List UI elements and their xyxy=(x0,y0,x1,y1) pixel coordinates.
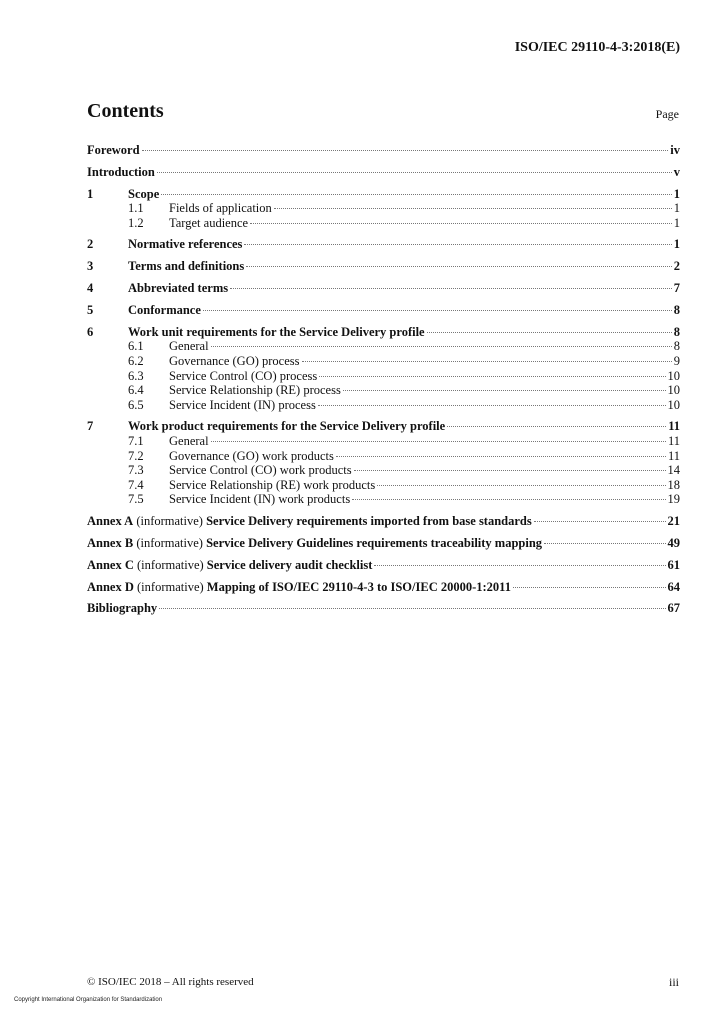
entry-title: Service Control (CO) process xyxy=(169,369,318,383)
section-number: 7 xyxy=(87,419,94,433)
leader-dots xyxy=(203,310,672,311)
leader-dots xyxy=(544,543,665,544)
section-number: 7.2 xyxy=(128,449,144,463)
leader-dots xyxy=(274,208,672,209)
leader-dots xyxy=(244,244,671,245)
toc-entry[interactable] xyxy=(87,463,680,478)
entry-page: 8 xyxy=(673,325,680,339)
entry-title: Service Incident (IN) work products xyxy=(169,492,351,506)
toc-entry[interactable] xyxy=(87,187,680,202)
leader-dots xyxy=(513,587,666,588)
leader-dots xyxy=(336,456,666,457)
leader-dots xyxy=(250,223,672,224)
section-number: 5 xyxy=(87,303,94,317)
entry-title: Work product requirements for the Service Delivery profile xyxy=(128,419,446,433)
copyright-watermark: Copyright International Organization for Standardization xyxy=(14,997,163,1003)
leader-dots xyxy=(157,172,672,173)
document-id-header: ISO/IEC 29110-4-3:2018(E) xyxy=(514,40,680,55)
section-number: 6.1 xyxy=(128,339,144,353)
entry-page: 9 xyxy=(673,354,680,368)
entry-title: Scope xyxy=(128,187,160,201)
toc-entry[interactable] xyxy=(87,492,680,507)
entry-page: 21 xyxy=(667,514,680,528)
section-number: 7.3 xyxy=(128,463,144,477)
annex-note: (informative) xyxy=(136,536,203,550)
entry-page: 64 xyxy=(667,580,680,594)
leader-dots xyxy=(161,194,672,195)
leader-dots xyxy=(377,485,665,486)
entry-title: Service Relationship (RE) work products xyxy=(169,478,376,492)
toc-entry[interactable] xyxy=(87,558,680,573)
entry-title: Service Incident (IN) process xyxy=(169,398,316,412)
leader-dots xyxy=(211,346,672,347)
leader-dots xyxy=(302,361,672,362)
entry-title: Service Delivery requirements imported from base standards xyxy=(206,514,532,528)
entry-title: Service Relationship (RE) process xyxy=(169,383,341,397)
annex-label: Annex D xyxy=(87,580,134,594)
section-number: 4 xyxy=(87,281,94,295)
toc-entry[interactable] xyxy=(87,237,680,252)
entry-page: 18 xyxy=(667,478,680,492)
entry-page: 7 xyxy=(673,281,680,295)
entry-page: 61 xyxy=(667,558,680,572)
annex-note: (informative) xyxy=(137,558,204,572)
entry-title: Foreword xyxy=(87,143,140,157)
toc-entry[interactable] xyxy=(87,434,680,449)
toc-entry[interactable] xyxy=(87,383,680,398)
section-number: 6.3 xyxy=(128,369,144,383)
annex-note: (informative) xyxy=(136,514,203,528)
entry-page: 1 xyxy=(673,237,680,251)
page-column-label: Page xyxy=(655,107,679,121)
section-number: 3 xyxy=(87,259,94,273)
entry-page: 8 xyxy=(673,303,680,317)
toc-entry[interactable] xyxy=(87,216,680,231)
leader-dots xyxy=(447,426,666,427)
toc-entry[interactable] xyxy=(87,339,680,354)
entry-page: 1 xyxy=(673,187,680,201)
entry-title: Normative references xyxy=(128,237,243,251)
toc-entry[interactable] xyxy=(87,580,680,595)
section-number: 7.5 xyxy=(128,492,144,506)
toc-entry[interactable] xyxy=(87,165,680,180)
section-number: 6.2 xyxy=(128,354,144,368)
entry-page: 11 xyxy=(668,419,680,433)
section-number: 1.1 xyxy=(128,201,144,215)
entry-title: Abbreviated terms xyxy=(128,281,229,295)
entry-title: Fields of application xyxy=(169,201,272,215)
annex-label: Annex A xyxy=(87,514,134,528)
footer-page-number: iii xyxy=(668,975,679,989)
annex-note: (informative) xyxy=(137,580,204,594)
entry-title: Service Delivery Guidelines requirements traceability mapping xyxy=(206,536,543,550)
leader-dots xyxy=(534,521,666,522)
entry-page: 11 xyxy=(667,449,680,463)
leader-dots xyxy=(343,390,666,391)
toc-entry[interactable] xyxy=(87,536,680,551)
entry-page: 11 xyxy=(667,434,680,448)
entry-page: 19 xyxy=(667,492,680,506)
entry-title: Work unit requirements for the Service Delivery profile xyxy=(128,325,425,339)
entry-title: Terms and definitions xyxy=(128,259,245,273)
leader-dots xyxy=(352,499,665,500)
entry-title: Conformance xyxy=(128,303,201,317)
leader-dots xyxy=(142,150,669,151)
toc-entry[interactable] xyxy=(87,419,680,434)
toc-entry[interactable] xyxy=(87,369,680,384)
entry-title: General xyxy=(169,434,209,448)
toc-entry[interactable] xyxy=(87,259,680,274)
entry-title: Mapping of ISO/IEC 29110-4-3 to ISO/IEC 20000-1:2011 xyxy=(206,580,511,594)
entry-page: 49 xyxy=(667,536,680,550)
entry-page: v xyxy=(673,165,680,179)
toc-entry[interactable] xyxy=(87,449,680,464)
entry-title: General xyxy=(169,339,209,353)
annex-label: Annex B xyxy=(87,536,134,550)
entry-title: Governance (GO) process xyxy=(169,354,300,368)
section-number: 6 xyxy=(87,325,94,339)
entry-page: 10 xyxy=(667,383,680,397)
section-number: 2 xyxy=(87,237,94,251)
leader-dots xyxy=(319,376,665,377)
entry-title: Service delivery audit checklist xyxy=(206,558,373,572)
annex-label: Annex C xyxy=(87,558,134,572)
section-number: 7.1 xyxy=(128,434,144,448)
toc-entry[interactable] xyxy=(87,201,680,216)
toc-entry[interactable] xyxy=(87,514,680,529)
leader-dots xyxy=(354,470,666,471)
entry-page: 8 xyxy=(673,339,680,353)
leader-dots xyxy=(159,608,665,609)
leader-dots xyxy=(246,266,672,267)
section-number: 1 xyxy=(87,187,94,201)
leader-dots xyxy=(374,565,665,566)
entry-title: Introduction xyxy=(87,165,155,179)
entry-page: 1 xyxy=(673,201,680,215)
leader-dots xyxy=(211,441,666,442)
section-number: 6.5 xyxy=(128,398,144,412)
leader-dots xyxy=(318,405,666,406)
leader-dots xyxy=(427,332,672,333)
toc-entry[interactable] xyxy=(87,398,680,413)
section-number: 1.2 xyxy=(128,216,144,230)
footer-copyright: © ISO/IEC 2018 – All rights reserved xyxy=(87,976,254,988)
contents-title: Contents xyxy=(87,100,164,122)
toc-entry[interactable] xyxy=(87,143,680,158)
toc-entry[interactable] xyxy=(87,325,680,340)
entry-page: 2 xyxy=(673,259,680,273)
entry-title: Target audience xyxy=(169,216,249,230)
entry-title: Governance (GO) work products xyxy=(169,449,334,463)
entry-page: 14 xyxy=(667,463,680,477)
section-number: 7.4 xyxy=(128,478,144,492)
entry-title: Service Control (CO) work products xyxy=(169,463,352,477)
toc-entry[interactable] xyxy=(87,281,680,296)
entry-page: iv xyxy=(670,143,680,157)
section-number: 6.4 xyxy=(128,383,144,397)
entry-page: 10 xyxy=(667,369,680,383)
toc-entry[interactable] xyxy=(87,354,680,369)
toc-entry[interactable] xyxy=(87,601,680,616)
entry-page: 1 xyxy=(673,216,680,230)
leader-dots xyxy=(230,288,672,289)
toc-entry[interactable] xyxy=(87,478,680,493)
entry-title: Bibliography xyxy=(87,601,158,615)
toc-entry[interactable] xyxy=(87,303,680,318)
entry-page: 10 xyxy=(667,398,680,412)
entry-page: 67 xyxy=(667,601,680,615)
